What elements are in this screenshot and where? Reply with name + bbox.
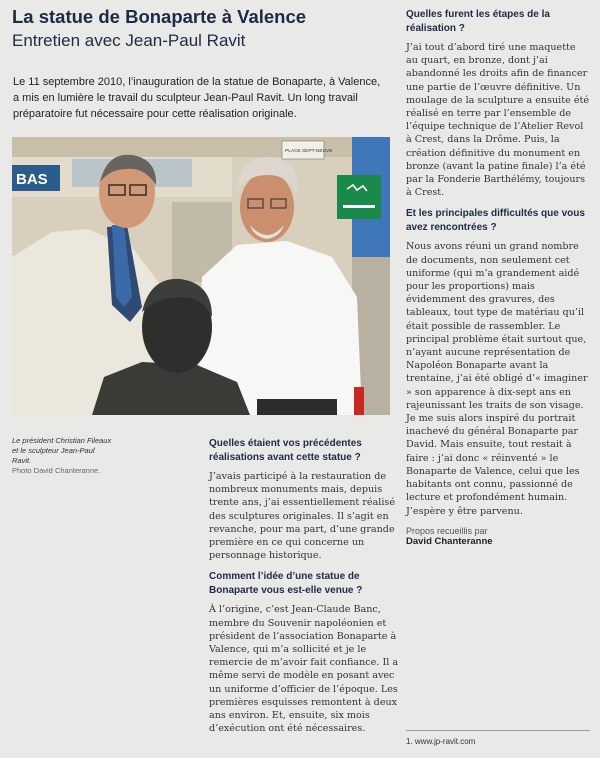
bank-logo <box>337 175 381 219</box>
question-1: Quelles étaient vos précédentes réalisations avant cette statue ? <box>209 438 362 463</box>
column-right <box>406 8 590 547</box>
answer-3: J’ai tout d’abord tiré une maquette au quart, en bronze, dont j’ai abandonné les droits afin de financer une partie de l’œuvre définitive. Un moulage de la sculpture a ensuite été réalisé en terre par l’ensemble de l’équipe technique de l’Atelier Revol à Crest, dans la Drôme. Puis, la création définitive du monument en bronze (avant la patine finale) l’a été par la Fonderie Barthélémy, toujours à Crest. <box>406 42 590 199</box>
photo-illustration <box>12 137 390 415</box>
shop-sign-text: BAS <box>16 171 48 188</box>
question-4: Et les principales difficultés que vous avez rencontrées ? <box>406 208 585 233</box>
interview-signature <box>406 526 590 547</box>
signature-label: Propos recueillis par <box>406 525 488 536</box>
photo-caption <box>12 436 112 476</box>
footnote-divider <box>406 730 590 731</box>
svg-text:PLACE SEPT-NEUVE: PLACE SEPT-NEUVE <box>285 149 333 154</box>
caption-credit: Photo David Chanteranne. <box>12 466 101 475</box>
column-middle <box>209 437 399 743</box>
signature-name: David Chanteranne <box>406 535 493 547</box>
answer-4: Nous avons réuni un grand nombre de documents, non seulement cet uniforme (qui m’a grandement aidé pour les proportions) mais évidemment des gravures, des tableaux, tout type de matériau qu’il était possible de rassembler. Le principal problème était surtout que, n’ayant aucune représentation de Napoléon Bonaparte avant la trentaine, j’ai été obligé d’« imaginer » son apparence à dix-sept ans en rajeunissant les traits de son visage. Je me suis alors inspiré du portrait inachevé du général Bonaparte par David. Mais ensuite, tout restait à faire : j’ai donc « réinventé » le Bonaparte de Valence, celui que les habitants ont connu, passionné de lecture et profondément humain. J’espère y être parvenu. <box>406 241 588 517</box>
article-photo <box>12 137 390 415</box>
footnote: 1. www.jp-ravit.com <box>406 737 476 746</box>
question-2: Comment l’idée d’une statue de Bonaparte vous est-elle venue ? <box>209 571 363 596</box>
article-lead: Le 11 septembre 2010, l’inauguration de la statue de Bonaparte, à Valence, a mis en lumière le travail du sculpteur Jean-Paul Ravit. Un long travail préparatoire fut nécessaire pour cette réalisation originale. <box>13 76 381 120</box>
article-subtitle: Entretien avec Jean-Paul Ravit <box>12 31 246 50</box>
question-3: Quelles furent les étapes de la réalisation ? <box>406 9 550 34</box>
caption-text: Le président Christian Fileaux et le sculpteur Jean-Paul Ravit. <box>12 436 112 465</box>
answer-1: J’avais participé à la restauration de nombreux monuments mais, depuis trente ans, j’ai essentiellement réalisé des sculptures originales. Il s’agit en revanche, pour ma part, d’une grande première en ce qui concerne un personnage historique. <box>209 471 396 562</box>
article-title: La statue de Bonaparte à Valence <box>12 6 307 27</box>
answer-2: À l’origine, c’est Jean-Claude Banc, membre du Souvenir napoléonien et président de l’association Bonaparte à Valence, qui m’a sollicité et je le remercie de m’avoir fait confiance. Il a même servi de modèle en posant avec un uniforme d’officier de l’époque. Les premières esquisses remontent à deux ans environ. Et, ensuite, six mois d’exécution ont été nécessaires. <box>209 604 399 735</box>
